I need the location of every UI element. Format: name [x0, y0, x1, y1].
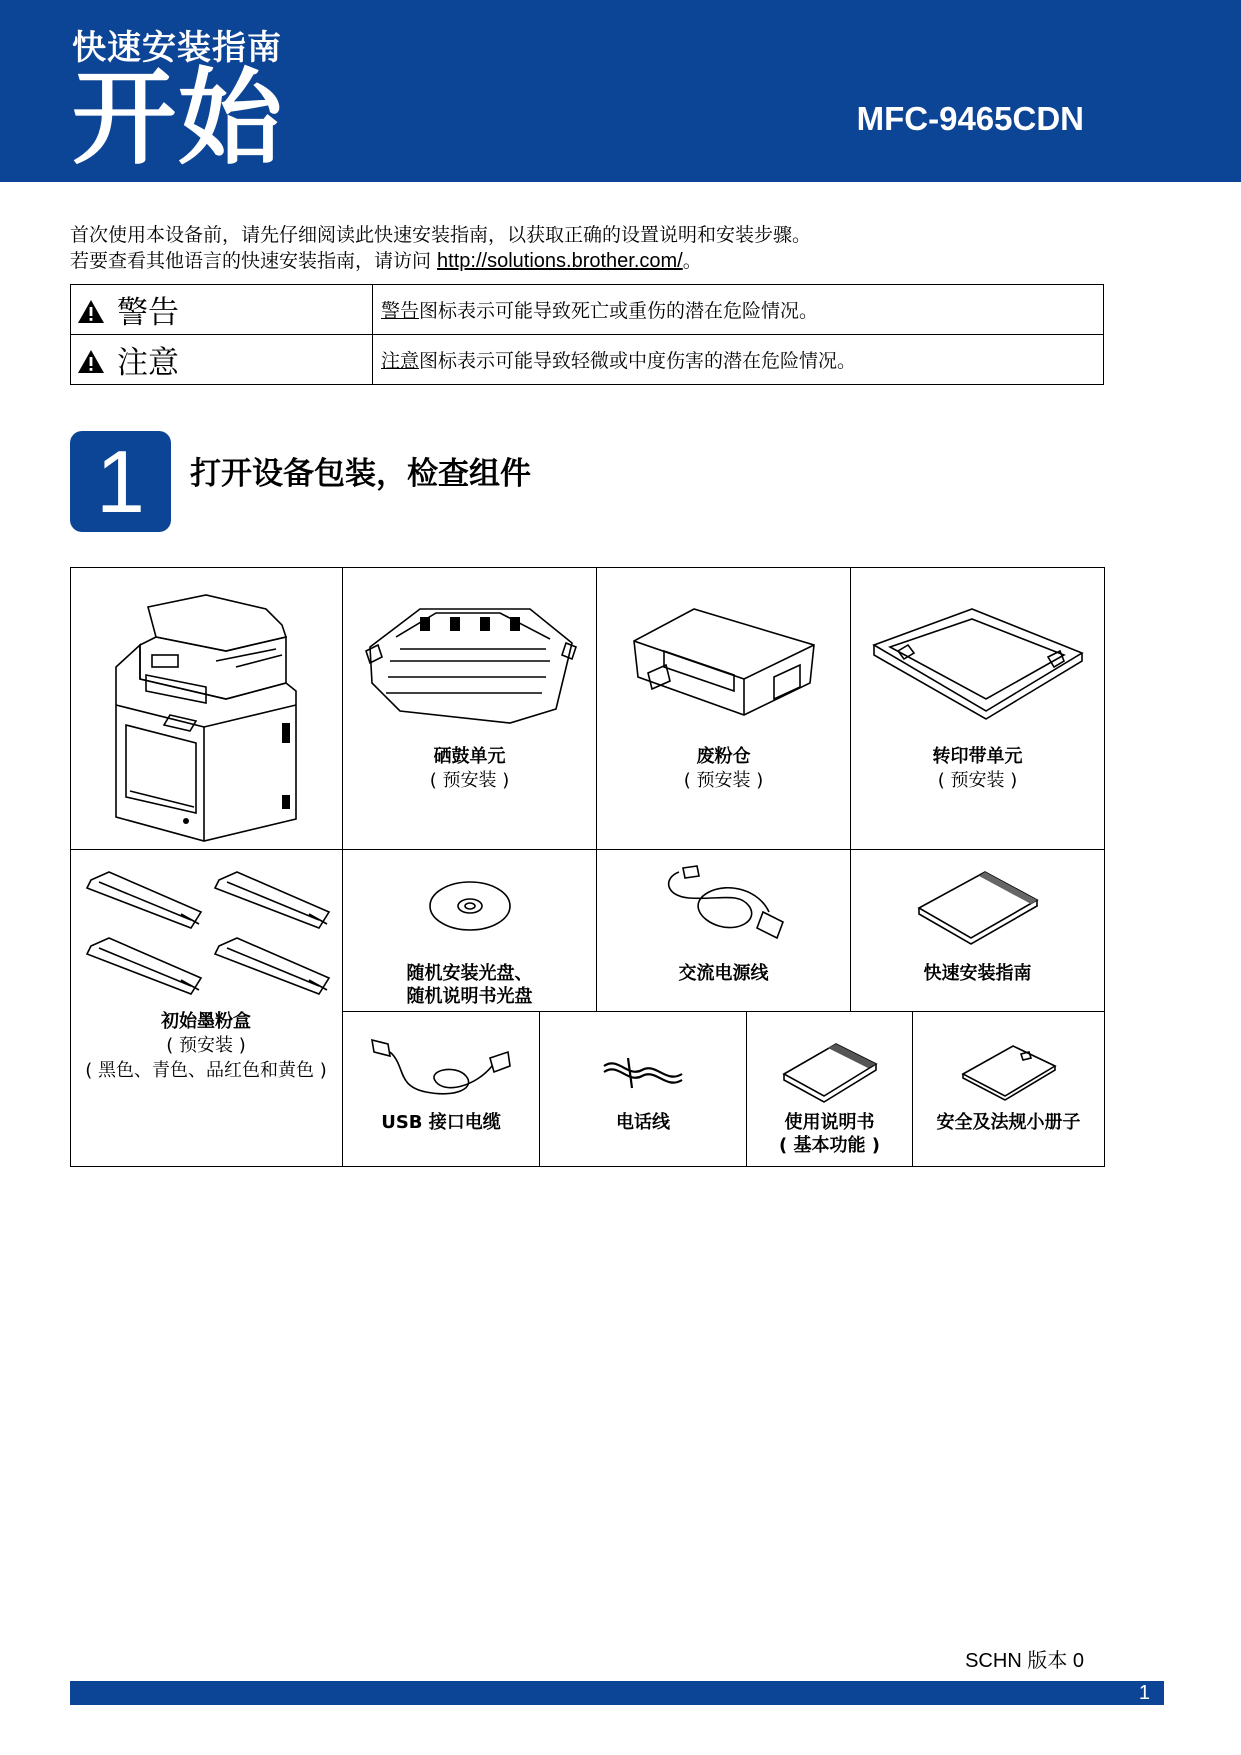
solutions-link[interactable]: http://solutions.brother.com/ [437, 250, 683, 272]
intro-line-1: 首次使用本设备前，请先仔细阅读此快速安装指南，以获取正确的设置说明和安装步骤。 [70, 224, 812, 246]
caution-description: 图标表示可能导致轻微或中度伤害的潜在危险情况。 [419, 350, 857, 372]
toner-label: 初始墨粉盒 [161, 1011, 251, 1032]
toner-cartridges-cell [70, 850, 342, 1166]
waste-toner-cell [597, 567, 850, 849]
printer-cell [70, 567, 342, 849]
intro-text [70, 222, 811, 274]
waste-toner-box-illustration [624, 591, 824, 721]
caution-row [71, 335, 1104, 385]
safety-booklet-label: 安全及法规小册子 [936, 1112, 1081, 1133]
hazard-legend-table [70, 284, 1104, 385]
components-grid [70, 567, 1105, 1167]
toner-colors: ( 黑色、青色、品红色和黄色 ) [85, 1060, 327, 1081]
caution-label: 注意 [117, 344, 179, 381]
quick-setup-guide-icon [913, 866, 1043, 946]
quick-setup-guide-label: 快速安装指南 [923, 963, 1032, 984]
warning-triangle-icon [77, 296, 105, 332]
model-name: MFC-9465CDN [856, 100, 1084, 137]
header-banner [0, 0, 1241, 182]
drum-unit-cell [343, 567, 596, 849]
waste-toner-note: ( 预安装 ) [683, 770, 764, 791]
step-title: 打开设备包装，检查组件 [190, 456, 531, 492]
belt-unit-cell [851, 567, 1104, 849]
drum-unit-note: ( 预安装 ) [429, 770, 510, 791]
telephone-cord-icon [598, 1048, 688, 1098]
belt-unit-note: ( 预安装 ) [937, 770, 1018, 791]
drum-unit-label: 硒鼓单元 [433, 746, 506, 767]
usb-cable-cell [343, 1012, 539, 1166]
basic-user-guide-label-2: ( 基本功能 ) [779, 1135, 880, 1156]
usb-cable-icon [366, 1036, 516, 1106]
telephone-cord-cell [540, 1012, 746, 1166]
belt-unit-label: 转印带单元 [932, 746, 1023, 767]
caution-triangle-icon [77, 346, 105, 382]
step-number-badge: 1 [70, 431, 171, 532]
header-subtitle: 快速安装指南 [72, 28, 282, 68]
intro-line-2: 若要查看其他语言的快速安装指南，请访问 http://solutions.brother.com/。 [70, 250, 702, 272]
header-title: 开始 [72, 57, 285, 179]
cd-rom-label-1: 随机安装光盘、 [406, 963, 533, 984]
quick-setup-guide-cell [851, 850, 1104, 1011]
waste-toner-label: 废粉仓 [696, 746, 751, 767]
belt-unit-illustration [868, 591, 1088, 721]
toner-cartridges-illustration [81, 868, 331, 1008]
drum-unit-illustration [360, 587, 580, 727]
cd-rom-cell [343, 850, 596, 1011]
toner-note: ( 预安装 ) [166, 1035, 246, 1056]
cd-rom-label-2: 随机说明书光盘 [406, 986, 533, 1007]
basic-user-guide-icon [780, 1038, 880, 1104]
warning-description: 图标表示可能导致死亡或重伤的潜在危险情况。 [419, 300, 819, 322]
page-number: 1 [1138, 1682, 1150, 1704]
caution-term: 注意 [381, 350, 420, 372]
footer-bar [70, 1681, 1164, 1705]
basic-user-guide-cell [747, 1012, 912, 1166]
usb-cable-label: USB 接口电缆 [381, 1112, 501, 1133]
basic-user-guide-label-1: 使用说明书 [784, 1112, 875, 1133]
telephone-cord-label: 电话线 [616, 1112, 670, 1133]
cd-rom-icon [425, 870, 515, 940]
safety-booklet-cell [913, 1012, 1104, 1166]
printer-illustration [86, 575, 326, 845]
ac-power-cord-icon [659, 862, 789, 952]
safety-booklet-icon [959, 1042, 1059, 1102]
warning-label: 警告 [117, 294, 179, 331]
ac-cord-label: 交流电源线 [678, 963, 769, 984]
document-version: SCHN 版本 0 [965, 1650, 1084, 1672]
warning-term: 警告 [381, 300, 420, 322]
warning-row [71, 285, 1104, 335]
ac-cord-cell [597, 850, 850, 1011]
